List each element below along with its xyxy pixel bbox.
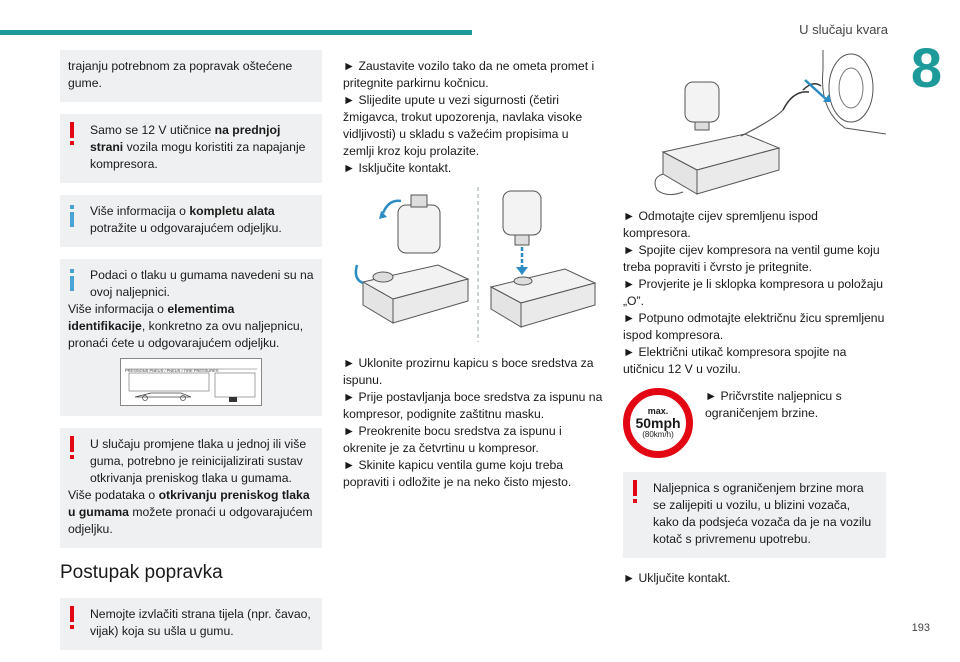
warning-icon bbox=[70, 606, 74, 630]
step: ► Preokrenite bocu sredstva za ispunu i okrenite je za četvrtinu u kompresor. bbox=[343, 424, 562, 455]
step: ► Zaustavite vozilo tako da ne ometa promet i pritegnite parkirnu kočnicu. bbox=[343, 59, 595, 90]
warning-text: Samo se 12 V utičnice na prednjoj strani vozila mogu koristiti za napajanje kompresora. bbox=[90, 123, 306, 171]
step: ► Uklonite prozirnu kapicu s boce sredstva za ispunu. bbox=[343, 356, 594, 387]
warning-icon bbox=[70, 122, 74, 146]
step: ► Provjerite je li sklopka kompresora u položaju „O”. bbox=[623, 277, 883, 308]
speed-sticker-row bbox=[623, 388, 886, 458]
speed-limit-sticker bbox=[623, 388, 693, 458]
step: ► Odmotajte cijev spremljenu ispod kompresora. bbox=[623, 209, 818, 240]
info-text-line1: Podaci o tlaku u gumama navedeni su na ovoj naljepnici. bbox=[90, 268, 314, 299]
compressor-bottle-drawing bbox=[343, 187, 603, 347]
step: ► Potpuno odmotajte električnu žicu spremljenu ispod kompresora. bbox=[623, 311, 885, 342]
warning-text: Naljepnica s ograničenjem brzine mora se zalijepiti u vozilu, u blizini vozača, kako da podsjeća vozača da je na vozilu kotač s privremenu upotrebu. bbox=[653, 481, 872, 546]
warning-icon bbox=[70, 436, 74, 460]
warning-box-tpms bbox=[60, 428, 322, 548]
note-box-continued bbox=[60, 50, 322, 102]
info-text: Više informacija o kompletu alata potražite u odgovarajućem odjeljku. bbox=[90, 204, 282, 235]
column-middle bbox=[343, 58, 603, 491]
info-icon bbox=[70, 205, 74, 227]
step: ► Spojite cijev kompresora na ventil gume koju treba popraviti i čvrsto je pritegnite. bbox=[623, 243, 880, 274]
step: ► Uključite kontakt. bbox=[623, 571, 731, 585]
section-title: U slučaju kvara bbox=[799, 22, 888, 37]
step: ► Električni utikač kompresora spojite na utičnicu 12 V u vozilu. bbox=[623, 345, 847, 376]
warning-box-sticker bbox=[623, 472, 886, 558]
tire-pressure-label-image bbox=[120, 358, 262, 406]
section-heading: Postupak popravka bbox=[60, 562, 223, 583]
header-accent-bar bbox=[0, 30, 472, 35]
info-text-line2: Više informacija o elementima identifikacije, konkretno za ovu naljepnicu, pronaći ćete u odgovarajućem odjeljku. bbox=[68, 302, 304, 350]
step: ► Pričvrstite naljepnicu s ograničenjem brzine. bbox=[705, 389, 842, 420]
page-number: 193 bbox=[911, 622, 930, 634]
sealant-bottle-illustration bbox=[343, 187, 603, 347]
warning-text: Nemojte izvlačiti strana tijela (npr. čavao, vijak) koja su ušla u gumu. bbox=[90, 607, 311, 638]
step: ► Prije postavljanja boce sredstva za ispunu na kompresor, podignite zaštitnu masku. bbox=[343, 390, 603, 421]
sticker-speed: 50mph bbox=[635, 415, 681, 431]
sticker-max: max. bbox=[647, 406, 669, 416]
chapter-number: 8 bbox=[910, 36, 942, 99]
info-box-toolkit bbox=[60, 195, 322, 247]
step: ► Skinite kapicu ventila gume koju treba popraviti i odložite je na neko čisto mjesto. bbox=[343, 458, 572, 489]
compressor-hose-drawing bbox=[623, 50, 886, 200]
warning-text-line2: Više podataka o otkrivanju preniskog tlaka u gumama možete pronaći u odgovarajućem odjeljku. bbox=[68, 488, 313, 536]
step: ► Slijedite upute u vezi sigurnosti (četiri žmigavca, trokut upozorenja, navlaka visoke vidljivosti) u skladu s važećim propisima u zemlji kroz koju prolazite. bbox=[343, 93, 583, 158]
info-icon bbox=[70, 269, 74, 291]
label-caption: PRESSIONS PNEUS / PNEUS / TIRE PRESSURES bbox=[125, 368, 219, 373]
compressor-hose-illustration bbox=[623, 50, 886, 200]
step: ► Isključite kontakt. bbox=[343, 161, 452, 175]
warning-box-12v bbox=[60, 114, 322, 183]
warning-text-line1: U slučaju promjene tlaka u jednoj ili više guma, potrebno je reinicijalizirati sustav otkrivanja preniskog tlaka u gumama. bbox=[90, 437, 307, 485]
info-box-pressure-label bbox=[60, 259, 322, 416]
sticker-kmh: (80km/h) bbox=[642, 430, 674, 439]
note-text: trajanju potrebnom za popravak oštećene gume. bbox=[68, 59, 293, 90]
warning-icon bbox=[633, 480, 637, 504]
column-left bbox=[60, 50, 322, 662]
warning-box-foreign-object bbox=[60, 598, 322, 650]
tire-pressure-label-graphic bbox=[121, 359, 261, 405]
column-right bbox=[623, 50, 886, 587]
